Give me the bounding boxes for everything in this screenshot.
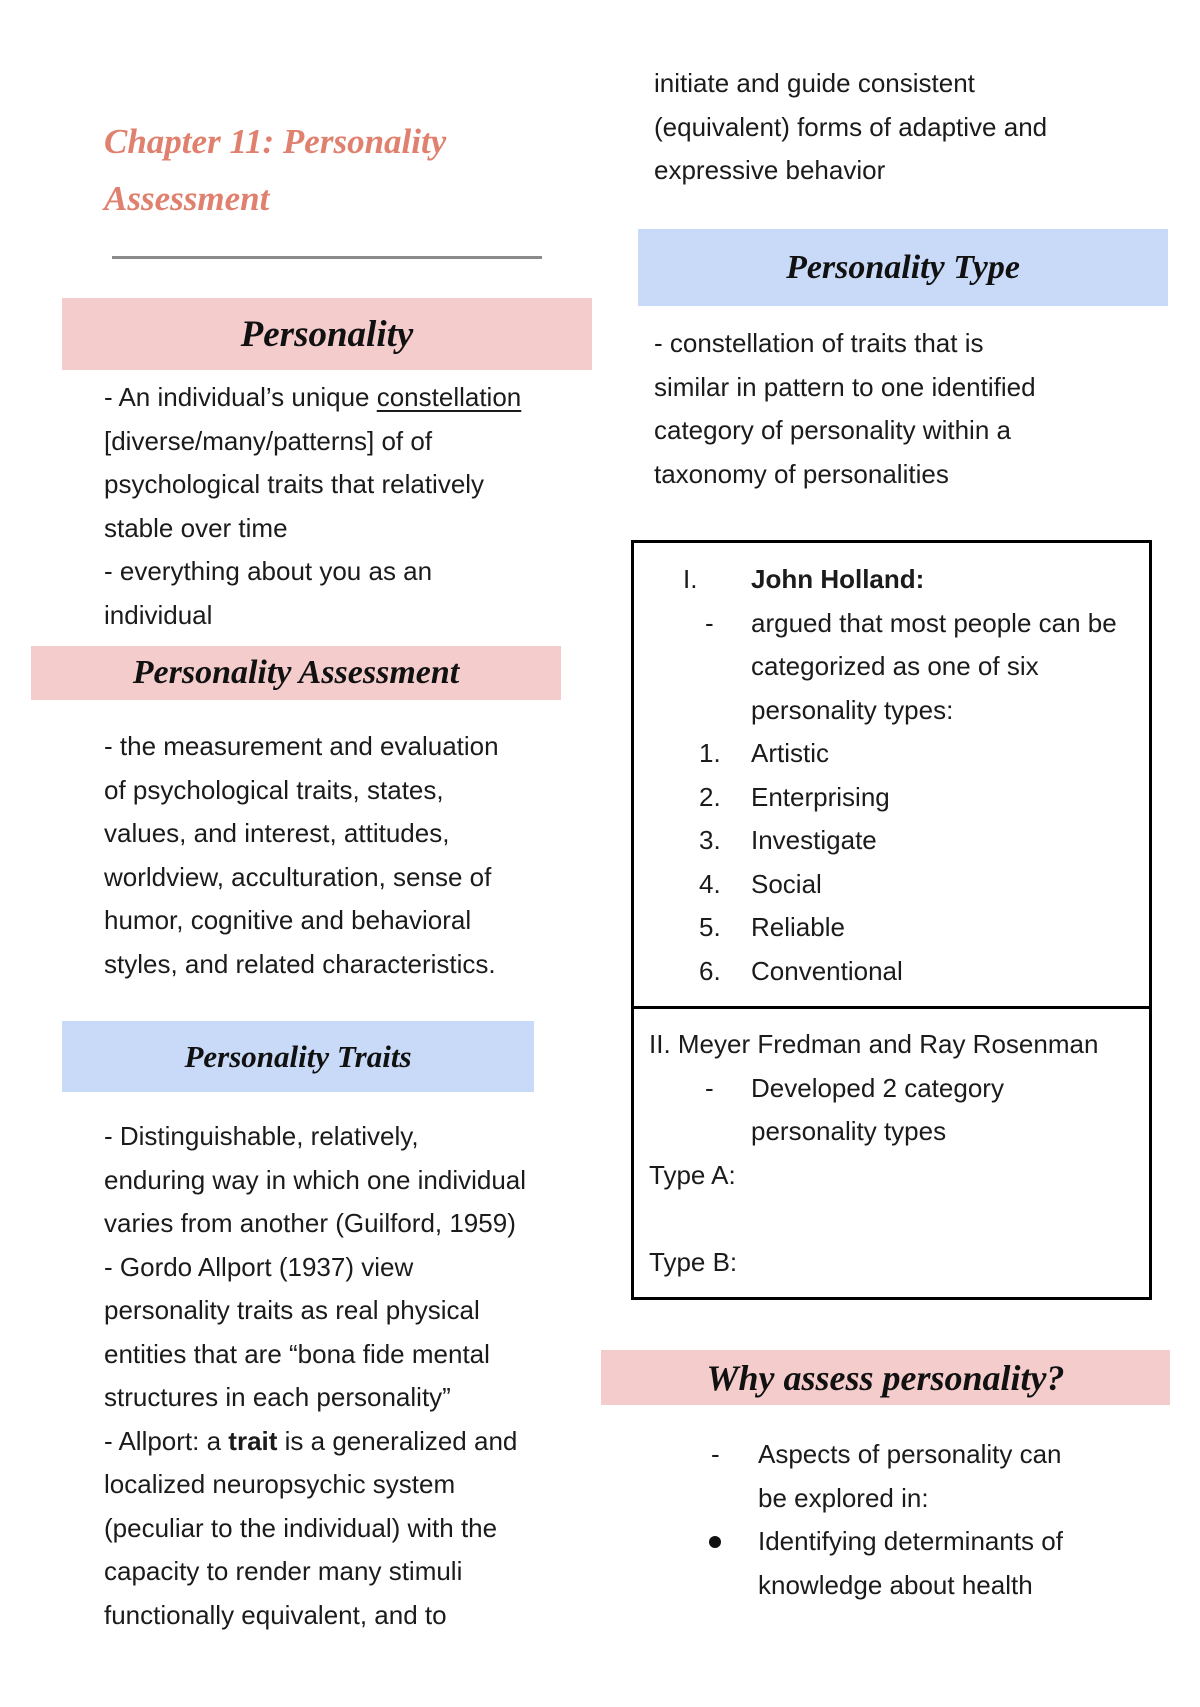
holland-type-item (634, 950, 1149, 994)
list-number: 5. (699, 912, 721, 942)
trait-term: trait (228, 1425, 278, 1456)
holland-name: John Holland: (751, 564, 925, 594)
personality-heading: Personality (240, 313, 414, 355)
definition-line: (peculiar to the individual) with the (104, 1512, 498, 1543)
holland-heading-row (634, 558, 1149, 602)
personality-heading-banner (62, 298, 592, 370)
definition-line: - the measurement and evaluation (104, 731, 499, 761)
why-assess-intro-line: be explored in: (758, 1482, 929, 1513)
typologies-box (631, 540, 1152, 1300)
allport-prefix: - Allport: a (104, 1425, 222, 1456)
definition-line: values, and interest, attitudes, (104, 818, 450, 848)
type-label: Reliable (751, 912, 845, 942)
why-assess-heading-banner (601, 1350, 1170, 1405)
chapter-title-line-2: Assessment (104, 179, 270, 218)
holland-description-row (634, 645, 1149, 689)
why-assess-list (0, 1433, 1200, 1607)
holland-type-item (634, 863, 1149, 907)
definition-prefix: - An individual’s unique (104, 382, 370, 412)
definition-line: - Distinguishable, relatively, (104, 1121, 419, 1151)
definition-line: capacity to render many stimuli (104, 1556, 463, 1586)
type-label: Social (751, 868, 822, 899)
definition-line: (equivalent) forms of adaptive and (654, 111, 1048, 142)
personality-type-heading: Personality Type (786, 248, 1020, 286)
title-divider (112, 256, 542, 259)
friedman-description-line: Developed 2 category (751, 1072, 1004, 1103)
personality-assessment-definition (104, 725, 499, 986)
bullet-icon (709, 1536, 721, 1548)
list-number: 6. (699, 955, 721, 986)
chapter-title (104, 113, 446, 227)
holland-type-item (634, 776, 1149, 820)
why-assess-intro-line: Aspects of personality can (758, 1439, 1062, 1469)
type-label: Investigate (751, 825, 877, 855)
personality-traits-heading-banner (62, 1021, 534, 1092)
definition-line: - Gordo Allport (1937) view (104, 1251, 414, 1282)
definition-line: individual (104, 599, 213, 630)
definition-line: enduring way in which one individual (104, 1164, 527, 1195)
holland-type-item (634, 819, 1149, 863)
list-number: 3. (699, 825, 721, 855)
holland-description-line: argued that most people can be (751, 607, 1117, 638)
why-assess-bullet-item (0, 1564, 1200, 1608)
personality-assessment-heading-banner (31, 646, 561, 700)
friedman-description-row (634, 1067, 1149, 1111)
type-label: Conventional (751, 955, 903, 986)
dash-marker: - (711, 1439, 720, 1469)
definition-line: humor, cognitive and behavioral (104, 905, 472, 935)
dash-marker: - (705, 607, 714, 638)
holland-type-item (634, 732, 1149, 776)
bullet-item-line: knowledge about health (758, 1569, 1033, 1600)
definition-line: structures in each personality” (104, 1382, 451, 1412)
type-label: Artistic (751, 738, 829, 768)
type-label: Enterprising (751, 781, 890, 812)
definition-line: expressive behavior (654, 155, 886, 185)
dash-marker: - (705, 1072, 714, 1103)
definition-line: varies from another (Guilford, 1959) (104, 1208, 516, 1238)
definition-line (104, 376, 521, 420)
definition-line: entities that are “bona fide mental (104, 1338, 490, 1369)
personality-type-definition (654, 322, 1036, 496)
personality-traits-heading: Personality Traits (184, 1038, 412, 1074)
friedman-heading-row (634, 1023, 1149, 1067)
holland-description-row (634, 689, 1149, 733)
type-b-row (634, 1241, 1149, 1285)
friedman-description-line: personality types (751, 1116, 947, 1146)
list-number: 2. (699, 781, 721, 812)
type-b-label: Type B: (649, 1246, 738, 1277)
definition-line: category of personality within a (654, 415, 1011, 445)
chapter-title-line-1: Chapter 11: Personality (104, 122, 447, 161)
personality-assessment-heading: Personality Assessment (132, 654, 460, 691)
definition-line: of psychological traits, states, (104, 774, 444, 805)
personality-type-heading-banner (638, 229, 1168, 306)
bullet-item-line: Identifying determinants of (758, 1526, 1063, 1556)
personality-traits-continued (654, 62, 1047, 193)
definition-term: constellation (376, 382, 522, 412)
box-divider (634, 1006, 1149, 1009)
definition-line: personality traits as real physical (104, 1295, 480, 1325)
friedman-heading: II. Meyer Fredman and Ray Rosenman (649, 1029, 1099, 1059)
list-number: 4. (699, 868, 721, 899)
holland-description-line: personality types: (751, 694, 954, 725)
definition-line: localized neuropsychic system (104, 1469, 456, 1499)
why-assess-bullet-item (0, 1520, 1200, 1564)
definition-line: functionally equivalent, and to (104, 1599, 447, 1630)
holland-description-row (634, 602, 1149, 646)
definition-line: similar in pattern to one identified (654, 371, 1036, 402)
type-a-row (634, 1154, 1149, 1198)
holland-description-line: categorized as one of six (751, 651, 1039, 681)
type-a-label: Type A: (649, 1159, 736, 1190)
definition-line: - constellation of traits that is (654, 328, 984, 358)
why-assess-intro-row (0, 1433, 1200, 1477)
definition-line: styles, and related characteristics. (104, 948, 496, 979)
friedman-description-row (634, 1110, 1149, 1154)
personality-definition (104, 376, 521, 637)
why-assess-intro-row (0, 1477, 1200, 1521)
allport-suffix: is a generalized and (284, 1425, 518, 1456)
definition-line: [diverse/many/patterns] of of (104, 425, 433, 456)
why-assess-heading: Why assess personality? (706, 1357, 1065, 1398)
holland-type-item (634, 906, 1149, 950)
definition-line: psychological traits that relatively (104, 469, 485, 499)
definition-line: - everything about you as an (104, 556, 433, 586)
definition-line: taxonomy of personalities (654, 458, 949, 489)
holland-numeral: I. (683, 564, 698, 594)
definition-line: initiate and guide consistent (654, 68, 975, 98)
definition-line: stable over time (104, 512, 288, 543)
list-number: 1. (699, 738, 721, 768)
definition-line: worldview, acculturation, sense of (104, 861, 492, 892)
